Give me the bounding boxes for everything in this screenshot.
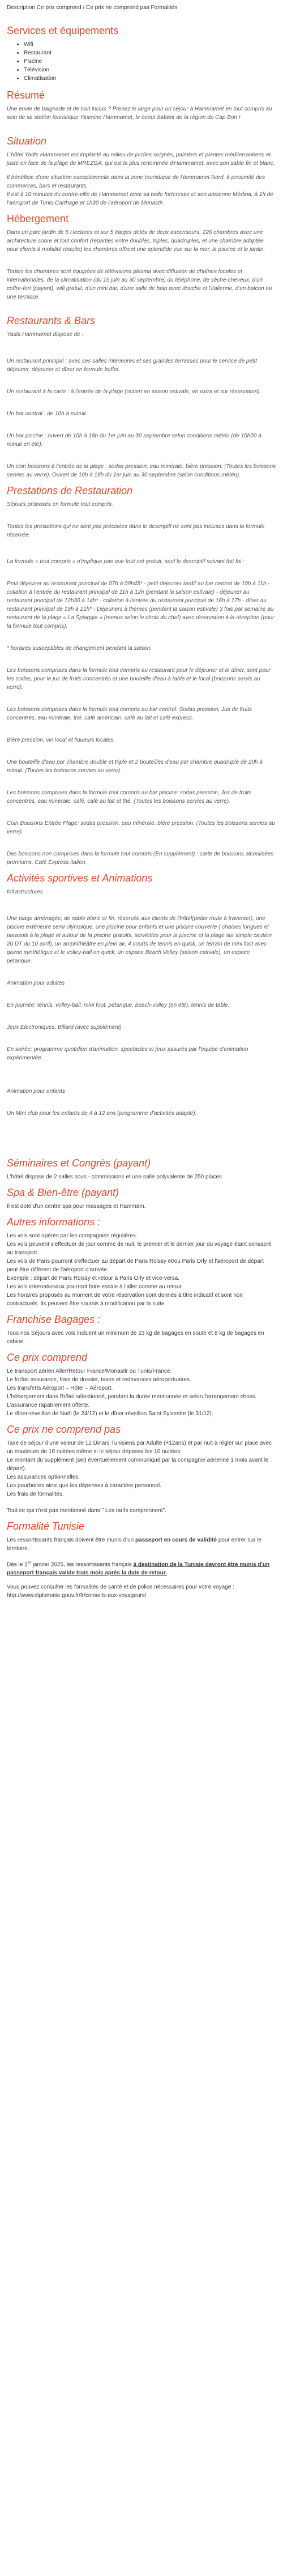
autres-title: Autres informations : [7,1216,101,1228]
hebergement-title: Hébergement [7,213,69,224]
restaurants-p3: Un bar central : de 10h à minuit. [7,411,88,417]
comprend-item: Le forfait assurance, frais de dossier, taxes et redevances aéroportuaires. [7,1377,191,1383]
prestations-p2: Toutes les prestations qui ne sont pas précisées dans le descriptif ne sont pas incluses dans la formule réservée. [7,523,265,538]
spa-text: Il est doté d'un centre spa pour massages et Hammam. [7,1203,146,1210]
hebergement-p1: Dans un parc jardin de 5 Hectares et sur 5 étages dotés de deux ascenseurs, 226 chambres avec une architecture sobre et tout confort (reparties entre doubles, triples, quadruples, et une chambre adaptée pour clients à mobilité réduite) les chambres offrent une splendide vue sur la mer, la piscine et le jardin. [7,229,265,253]
formalite-p1-c: pour entrer sur le territoire. [7,1537,261,1552]
ne-comprend-item: Les assurances optionnelles. [7,1474,80,1480]
prestations-p11: Coin Boissons Entrée Plage: sodas pression, eau minérale, bière pression. (Toutes les boissons servies au verre). [7,820,275,835]
hebergement-p2: Toutes les chambres sont équipées de télévisions plasma avec diffusion de chaînes locales et internationales, de la climatisation (du 15 juin au 30 septembre) du téléphone, de sèche-cheveux, d'un coffre-fort (payant), wifi gratuit, d'un mini bar, d'une salle de bain avec douche et l'italienne, d'un balcon ou une terrasse. [7,269,272,300]
restaurants-p1: Un restaurant principal : avec ses salles intérieures et ses grandes terrasses pour le service de petit déjeuner, déjeuner et dîner en formule buffet. [7,358,257,373]
formalite-p2-c: à destination de la Tunisie devront être munis d'un passeport français valide trois mois après la date de retour. [7,1561,270,1577]
autres-p4: Exemple : départ de Paris Roissy et retour à Paris Orly et vice-versa. [7,1275,180,1281]
activites-p1: Une plage aménagée, de sable blanc et fin, réservée aux clients de l'hôtel(petite route à traverser), une piscine extérieure semi-olympique, une piscine pour enfants et une piscine couverte ( chaises longues et parasols à la plage et autour de la piscine gratuits, serviettes pour la piscine et la plage sur simple caution 20 DT du 10 avril), un amphithéâtre en plein air, 4 courts de tennis en quick, un terrain de mini foot avec gazon synthétique et le volley-ball en quick, un espace Beach Volley (saison estivale), un espace pétanque. [7,916,272,964]
formalite-p2-b: janvier 2025, les ressortissants français [31,1561,134,1568]
prestations-p6: Les boissons comprises dans la formule tout compris au restaurant pour le déjeuner et le dîner, sont pour les sodas, pour le jus de fruits concentrés et une bouteille d'eau à table et le local (boissons servis au verre). [7,667,271,691]
resume-title: Résumé [7,90,45,101]
situation-p2: Il bénéficie d'une situation exceptionnelle dans la zone touristique de Hammamet Nord, à proximité des commerces, bars et restaurants. [7,174,265,189]
formalite-p2-sup: er [27,1561,31,1565]
formalite-p2 [7,1559,276,1577]
situation-title: Situation [7,135,47,147]
services-title: Services et équipements [7,25,119,36]
list-item: • Climatisation [24,74,276,83]
comprend-item: Le dîner-réveillon de Noël (le 24/12) et le dîner-réveillon Saint Sylvestre (le 31/12). [7,1411,213,1417]
seminaires-title: Séminaires et Congrès (payant) [7,1157,151,1169]
formalite-p1-a: Les ressortissants français doivent être munis d'un [7,1537,136,1543]
prestations-p9: Une bouteille d'eau par chambre double et triple et 2 bouteilles d'eau par chambre quadruple de 20h à minuit. (Toutes les boissons servies au verre). [7,759,263,774]
spa-title: Spa & Bien-être (payant) [7,1187,119,1198]
prestations-p3: La formule « tout compris » n'implique pas que tout est gratuit, seul le descriptif suivant fait foi : [7,559,245,565]
prestations-p1: Séjours proposés en formule tout compris. [7,501,113,508]
activites-p2: Animation pour adultes [7,980,65,986]
prestations-p12: Des boissons non comprises dans la formule tout compris (En supplément) : carte de boissons alcoolisées premiums, Café Express italien. [7,851,274,866]
restaurants-p2: Un restaurant à la carte : à l'entrée de la plage (ouvert en saison estivale, en extra et sur réservation). [7,389,261,395]
activites-p7: Un Mini club pour les enfants de 4 à 12 ans (programme d'activités adapté). [7,1110,197,1117]
situation-p3: Il est à 10 minutes du centre-ville de Hammamet avec sa belle forteresse et son ancienne Médina, à 1h de l'aéroport de Tunis-Carthage et 1h30 de l'aéroport de Monastir. [7,191,273,206]
formalite-title: Formalité Tunisie [7,1521,84,1532]
seminaires-text: L'hôtel dispose de 2 salles sous - commissions et une salle polyvalente de 250 places [7,1174,222,1180]
autres-p2: Les vols peuvent s'effectuer de jour comme de nuit, le premier et le dernier jour du voyage étant consacré au transport. [7,1241,272,1256]
comprend-item: Les transferts Aéroport – Hôtel – Aéroport. [7,1385,113,1391]
list-item: • Restaurant [24,49,276,57]
ne-comprend-item: Les pourboires ainsi que les dépenses à caractère personnel. [7,1483,161,1489]
activites-p3: En journée: tennis, volley-ball, mini foot, pétanque, beach-volley (en été), tennis de table. [7,1002,230,1008]
prestations-p7: Les boissons comprises dans la formule tout compris au bar central: Sodas pression, Jus de fruits concentrés, eau minérale, thé, café américain, café au lait et café express. [7,706,252,721]
list-item: • Télévision [24,66,276,74]
comprend-item: Le transport aérien Aller/Retour France/Monastir ou Tunis/France. [7,1368,172,1374]
restaurants-p4: Un bar piscine : ouvert de 10h à 18h du 1er juin au 30 septembre selon conditions météo (de 10h00 à minuit en été). [7,433,261,448]
prestations-p5: * horaires susceptibles de changement pendant la saison. [7,645,152,652]
activites-p4: Jeux Electroniques, Billard (avec supplément) [7,1024,122,1031]
autres-p3: Les vols de Paris pourront s'effectuer au départ de Paris Roissy et/ou Paris Orly et l'aéroport de départ peut être différent de l'aéroport d'arrivée. [7,1258,264,1273]
ne-comprend-item: Taxe de séjour d'une valeur de 12 Dinars Tunisiens par Adulte (+12ans) et par nuit à régler sur place avec un maximum de 10 nuitées même si le séjour dépasse les 10 nuitées. [7,1440,272,1455]
activites-title: Activités sportives et Animations [7,872,153,884]
autres-p6: Les horaires proposés au moment de votre réservation sont donnés à titre indicatif et sont non contractuels. Ils peuvent être soumis à modification par la suite. [7,1292,243,1307]
prestations-p4: Petit déjeuner au restaurant principal de 07h à 09h45* - petit déjeuner tardif au bar central de 10h à 11h - collation à l'entrée du restaurant principal de 11h à 12h (pendant la saison estivale) - déjeuner au restaurant principal de 12h30 à 14h* - collation à l'entrée du restaurant principal de 16h à 17h - dîner au restaurant principal de 19h à 21h* - Déjeuners à thèmes (pendant la saison estivale) 3 fois par semaine au restaurant de la plage « La Spiaggia » (menus selon le choix du chef) avec réservation à la réception (pour la formule tout compris). [7,581,275,629]
bagages-text: Tous nos Séjours avec vols incluent un minimum de 23 kg de bagages en soute et 8 kg de bagages en cabine. [7,1330,264,1345]
prestations-p8: Bière pression, vin local et liqueurs locales. [7,737,115,743]
activites-p5: En soirée: programme quotidien d'animation, spectacles et jeux assurés par l'équipe d'animation expérimentée. [7,1046,248,1061]
ne-comprend-title: Ce prix ne comprend pas [7,1424,121,1435]
tabs-line[interactable]: Description Ce prix comprend / Ce prix ne comprend pas Formalités [7,5,178,11]
restaurants-intro: Yadis Hammamet dispose de : [7,331,84,338]
list-item: • Piscine [24,57,276,66]
restaurants-p5: Un coin boissons à l'entrée de la plage : sodas pression, eau minérale, bière pression. (Toutes les boissons servies au verre). Ouvert de 10h à 18h du 1er juin au 30 septembre (selon conditions météo). [7,463,276,478]
autres-p1: Les vols sont opérés par les compagnies régulières. [7,1233,138,1239]
prestations-title: Prestations de Restauration [7,485,133,496]
autres-p5: Les vols internationaux pourront faire escale à l'aller comme au retour. [7,1284,183,1290]
list-item: • Wifi [24,40,276,49]
formalite-p1 [7,1536,276,1553]
activites-p6: Animation pour enfants [7,1088,65,1095]
comprend-item: L'assurance rapatriement offerte. [7,1402,90,1408]
services-list [7,40,276,83]
restaurants-title: Restaurants & Bars [7,315,96,326]
ne-comprend-item: Le montant du supplément (sel) éventuellement communiqué par la compagnie aérienne 1 mois avant le départ). [7,1457,269,1472]
ne-comprend-item: Les frais de formalités. [7,1491,64,1497]
formalite-p2-a: Dès le 1 [7,1561,28,1568]
activites-sub: Infrastructures [7,889,43,895]
comprend-item: L'hébergement dans l'hôtel sélectionné, pendant la durée mentionnée et selon l'arrangement choisi. [7,1394,257,1400]
formalite-p1-b: passeport en cours de validité [135,1537,217,1543]
prestations-p10: Les boissons comprises dans la formule tout compris au bar piscine: sodas pression, Jus de fruits concentrés, eau minérale, café, café au lait et thé. (Toutes les boissons servies au verre). [7,790,252,804]
ne-comprend-item: Tout ce qui n'est pas mentionné dans " Les tarifs comprennent". [7,1508,166,1514]
bagages-title: Franchise Bagages : [7,1314,101,1325]
situation-p1: L'hôtel Yadis Hammamet est implanté au milieu de jardins soignés, palmiers et plantes méditerranéens et juste en face de la plage de MREZGA, qui est la plus renommée d'Hammamet, avec son sable fin et blanc. [7,152,275,167]
comprend-title: Ce prix comprend [7,1352,88,1363]
resume-text: Une envie de baignade et de tout inclus ? Prenez le large pour un séjour à Hammamet en tout compris au sein de sa station touristique Yasmine Hammamet, le coeur battant de la région du Cap Bon ! [7,106,272,121]
formalite-p3[interactable]: Vous pouvez consulter les formalités de santé et de police nécessaires pour votre voyage : http://www.diplomatie.gouv.fr/fr/conseils-aux-voyageurs/ [7,1584,234,1599]
